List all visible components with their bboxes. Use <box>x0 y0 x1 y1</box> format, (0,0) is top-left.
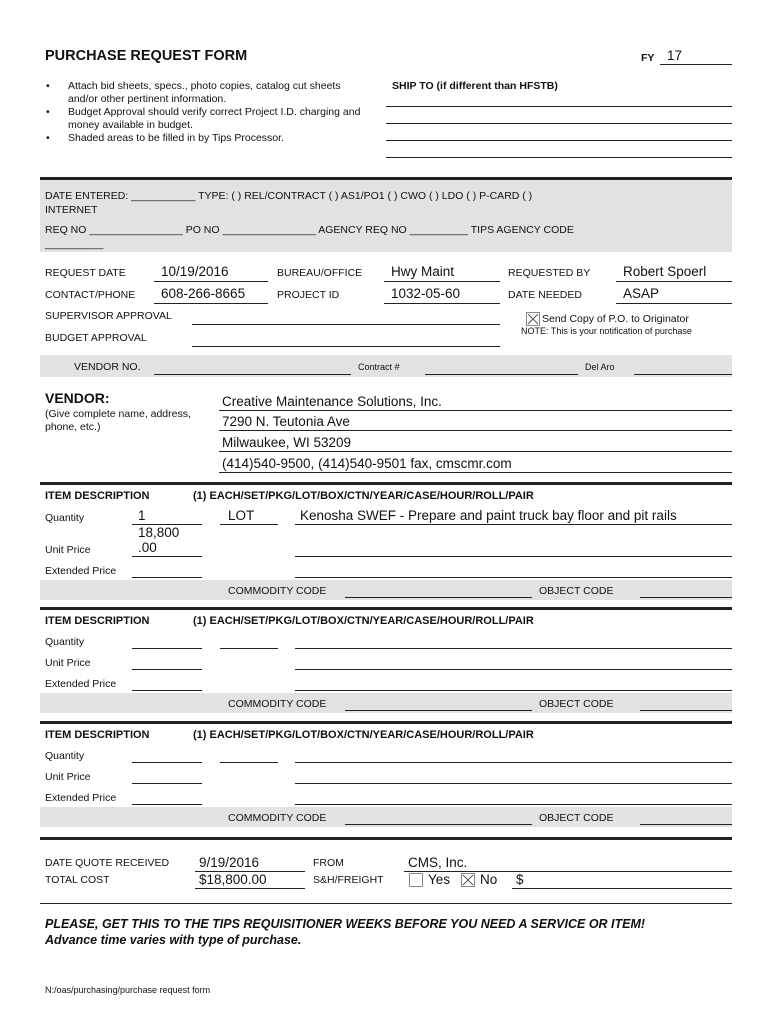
project-line[interactable] <box>384 303 500 304</box>
vendor-line-3: Milwaukee, WI 53209 <box>222 435 352 450</box>
item-3-extended-line[interactable] <box>132 804 202 805</box>
footer-notice-1: PLEASE, GET THIS TO THE TIPS REQUISITIONER WEEKS BEFORE YOU NEED A SERVICE OR ITEM! <box>45 917 646 931</box>
vendor-line-2: 7290 N. Teutonia Ave <box>222 414 350 429</box>
send-copy-checkbox[interactable] <box>526 312 540 326</box>
item-1-unit: LOT <box>228 508 255 523</box>
ship-to-line[interactable] <box>386 157 732 158</box>
item-2-object-label: OBJECT CODE <box>539 698 614 710</box>
item-1-extended-line[interactable] <box>132 577 202 578</box>
item-3-commodity-line[interactable] <box>345 824 532 825</box>
vendor-underline[interactable] <box>219 472 732 473</box>
item-2-heading: ITEM DESCRIPTION <box>45 615 150 627</box>
item-2-unit-line[interactable] <box>220 648 278 649</box>
total-cost-value: $18,800.00 <box>199 872 267 887</box>
item-2-unit-price-label: Unit Price <box>45 657 91 669</box>
date-needed-line[interactable] <box>616 303 732 304</box>
item-3-unit-line[interactable] <box>220 762 278 763</box>
item-1-unit-price-line[interactable] <box>132 556 202 557</box>
section-divider <box>40 607 732 610</box>
bureau-line[interactable] <box>384 281 500 282</box>
item-1-commodity-line[interactable] <box>345 597 532 598</box>
ship-to-line[interactable] <box>386 106 732 107</box>
item-3-heading: ITEM DESCRIPTION <box>45 729 150 741</box>
item-2-object-line[interactable] <box>640 710 732 711</box>
item-3-extended-label: Extended Price <box>45 792 117 804</box>
item-1-unit-price-label: Unit Price <box>45 544 91 556</box>
project-value: 1032-05-60 <box>391 286 461 301</box>
bullet-marker: • <box>46 106 50 118</box>
project-label: PROJECT ID <box>277 289 340 301</box>
item-1-quantity-label: Quantity <box>45 512 85 524</box>
item-2-unit-price-line[interactable] <box>132 669 202 670</box>
item-1-description-line[interactable] <box>295 556 732 557</box>
item-2-commodity-line[interactable] <box>345 710 532 711</box>
bullet-marker: • <box>46 132 50 144</box>
contract-line[interactable] <box>425 374 578 375</box>
item-3-description-line[interactable] <box>295 783 732 784</box>
item-1-quantity: 1 <box>138 508 146 523</box>
item-1-description-line[interactable] <box>295 577 732 578</box>
fy-underline <box>660 64 732 65</box>
contract-label: Contract # <box>358 362 400 372</box>
fy-label: FY <box>641 52 655 64</box>
budget-label: BUDGET APPROVAL <box>45 332 147 344</box>
item-1-description: Kenosha SWEF - Prepare and paint truck bay floor and pit rails <box>300 508 677 523</box>
bullet-marker: • <box>46 80 50 92</box>
freight-no-checkbox[interactable] <box>461 873 475 887</box>
vendor-label: VENDOR: <box>45 390 110 406</box>
vendor-line-4: (414)540-9500, (414)540-9501 fax, cmscmr.com <box>222 456 512 471</box>
fy-value: 17 <box>667 48 683 63</box>
total-cost-label: TOTAL COST <box>45 874 110 886</box>
file-path: N:/oas/purchasing/purchase request form <box>45 985 211 995</box>
item-3-quantity-line[interactable] <box>132 762 202 763</box>
vendor-underline[interactable] <box>219 451 732 452</box>
bureau-value: Hwy Maint <box>391 264 455 279</box>
item-2-quantity-label: Quantity <box>45 636 85 648</box>
contact-value: 608-266-8665 <box>161 286 246 301</box>
item-1-heading: ITEM DESCRIPTION <box>45 490 150 502</box>
item-1-unit-price-2: .00 <box>138 540 157 555</box>
requested-by-line[interactable] <box>616 281 732 282</box>
processor-line-1b: INTERNET <box>45 204 98 216</box>
supervisor-label: SUPERVISOR APPROVAL <box>45 310 172 322</box>
request-date-label: REQUEST DATE <box>45 267 126 279</box>
item-3-commodity-label: COMMODITY CODE <box>228 812 327 824</box>
item-3-description-line[interactable] <box>295 804 732 805</box>
total-cost-line[interactable] <box>195 888 305 889</box>
item-2-description-line[interactable] <box>295 669 732 670</box>
item-2-commodity-label: COMMODITY CODE <box>228 698 327 710</box>
x-mark-icon <box>462 874 474 886</box>
item-1-object-line[interactable] <box>640 597 732 598</box>
item-3-units: (1) EACH/SET/PKG/LOT/BOX/CTN/YEAR/CASE/HOUR/ROLL/PAIR <box>193 729 534 741</box>
processor-line-1: DATE ENTERED: ___________ TYPE: ( ) REL/CONTRACT ( ) AS1/PO1 ( ) CWO ( ) LDO ( ) P-CARD ( ) <box>45 190 533 202</box>
vendor-no-label: VENDOR NO. <box>74 361 141 373</box>
requested-by-value: Robert Spoerl <box>623 264 707 279</box>
item-2-units: (1) EACH/SET/PKG/LOT/BOX/CTN/YEAR/CASE/HOUR/ROLL/PAIR <box>193 615 534 627</box>
ship-to-line[interactable] <box>386 140 732 141</box>
quote-date-value: 9/19/2016 <box>199 855 260 870</box>
item-2-extended-line[interactable] <box>132 690 202 691</box>
requested-by-label: REQUESTED BY <box>508 267 591 279</box>
bullet-item: Attach bid sheets, specs., photo copies, catalog cut sheets and/or other pertinent information. <box>68 80 341 105</box>
freight-no-label: No <box>480 872 498 887</box>
request-date-line[interactable] <box>154 281 268 282</box>
footer-notice-2: Advance time varies with type of purchase. <box>45 933 302 947</box>
item-1-units: (1) EACH/SET/PKG/LOT/BOX/CTN/YEAR/CASE/HOUR/ROLL/PAIR <box>193 490 534 502</box>
del-aro-label: Del Aro <box>585 362 615 372</box>
item-2-description-line[interactable] <box>295 690 732 691</box>
from-label: FROM <box>313 857 344 869</box>
request-date-value: 10/19/2016 <box>161 264 229 279</box>
section-divider <box>40 721 732 724</box>
form-title: PURCHASE REQUEST FORM <box>45 48 248 64</box>
freight-amount-line[interactable] <box>512 888 732 889</box>
item-1-description-line[interactable] <box>295 524 732 525</box>
section-divider <box>40 482 732 485</box>
item-1-commodity-label: COMMODITY CODE <box>228 585 327 597</box>
item-3-object-line[interactable] <box>640 824 732 825</box>
budget-line[interactable] <box>192 346 500 347</box>
bullet-item: Shaded areas to be filled in by Tips Processor. <box>68 132 284 144</box>
item-2-extended-label: Extended Price <box>45 678 117 690</box>
section-divider <box>40 903 732 904</box>
item-1-unit-price-1: 18,800 <box>138 525 180 540</box>
item-2-description-line[interactable] <box>295 648 732 649</box>
x-mark-icon <box>527 313 539 325</box>
vendor-hint: (Give complete name, address, phone, etc.) <box>45 408 191 433</box>
processor-line-2b: __________ <box>45 238 104 250</box>
date-needed-value: ASAP <box>623 286 660 301</box>
freight-yes-checkbox[interactable] <box>409 873 423 887</box>
vendor-no-line[interactable] <box>154 374 351 375</box>
send-copy-label: Send Copy of P.O. to Originator <box>542 313 689 325</box>
ship-to-label: SHIP TO (if different than HFSTB) <box>392 80 558 92</box>
ship-to-line[interactable] <box>386 123 732 124</box>
item-3-unit-price-line[interactable] <box>132 783 202 784</box>
section-divider <box>40 837 732 840</box>
freight-dollar: $ <box>516 872 524 887</box>
item-1-unit-line[interactable] <box>220 524 278 525</box>
contact-label: CONTACT/PHONE <box>45 289 136 301</box>
vendor-line-1: Creative Maintenance Solutions, Inc. <box>222 394 442 409</box>
item-3-quantity-label: Quantity <box>45 750 85 762</box>
vendor-underline[interactable] <box>219 430 732 431</box>
bureau-label: BUREAU/OFFICE <box>277 267 363 279</box>
bullet-item: Budget Approval should verify correct Project I.D. charging and money available in budget. <box>68 106 361 131</box>
from-value: CMS, Inc. <box>408 855 468 870</box>
del-aro-line[interactable] <box>634 374 732 375</box>
quote-date-label: DATE QUOTE RECEIVED <box>45 857 170 869</box>
item-3-object-label: OBJECT CODE <box>539 812 614 824</box>
supervisor-line[interactable] <box>192 324 500 325</box>
item-3-unit-price-label: Unit Price <box>45 771 91 783</box>
vendor-underline[interactable] <box>219 410 732 411</box>
item-1-extended-label: Extended Price <box>45 565 117 577</box>
contact-line[interactable] <box>154 303 268 304</box>
from-line[interactable] <box>404 871 732 872</box>
send-copy-note: NOTE: This is your notification of purchase <box>521 326 692 336</box>
freight-yes-label: Yes <box>428 872 451 887</box>
item-3-description-line[interactable] <box>295 762 732 763</box>
date-needed-label: DATE NEEDED <box>508 289 582 301</box>
sh-freight-label: S&H/FREIGHT <box>313 874 384 886</box>
item-2-quantity-line[interactable] <box>132 648 202 649</box>
processor-line-2: REQ NO ________________ PO NO ________________ AGENCY REQ NO __________ TIPS AGENCY CODE <box>45 224 574 236</box>
item-1-object-label: OBJECT CODE <box>539 585 614 597</box>
